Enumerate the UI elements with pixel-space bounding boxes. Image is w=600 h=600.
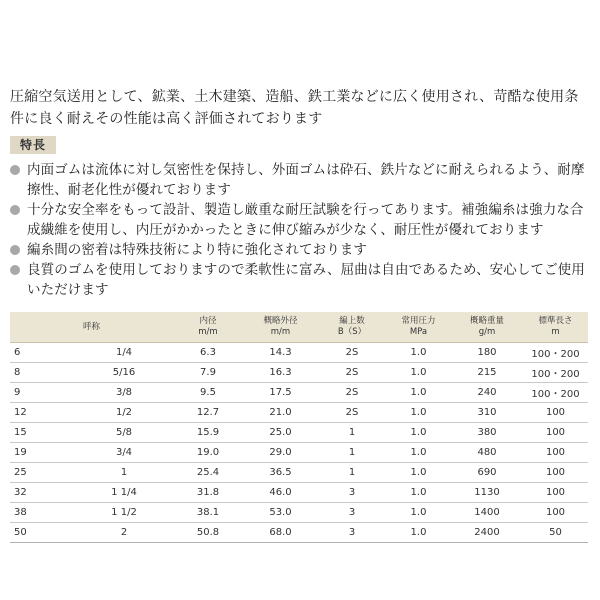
table-cell: 21.0 [243,403,318,423]
table-row [10,443,588,463]
table-cell: 100・200 [523,383,588,403]
header-working-pressure: 常用圧力 MPa [386,312,451,343]
header-weight: 概略重量 g/m [451,312,523,343]
spec-table-body [10,343,588,543]
table-row [10,403,588,423]
table-cell: 100・200 [523,343,588,363]
table-cell: 38.1 [173,503,243,523]
feature-text: 良質のゴムを使用しておりますので柔軟性に富み、屈曲は自由であるため、安心してご使用いただけます [27,262,585,298]
spec-table-header [10,312,588,343]
table-cell: 1.0 [386,483,451,503]
table-cell: 1 [318,463,386,483]
table-cell: 240 [451,383,523,403]
table-cell: 215 [451,363,523,383]
bullet-icon [10,245,20,255]
table-cell: 50 [523,523,588,543]
table-cell: 3 [318,483,386,503]
table-cell: 1130 [451,483,523,503]
bullet-icon [10,205,20,215]
table-cell: 380 [451,423,523,443]
table-row [10,383,588,403]
table-row [10,523,588,543]
table-cell: 1 [318,423,386,443]
table-cell: 31.8 [173,483,243,503]
table-cell: 19 [10,443,75,463]
table-cell: 38 [10,503,75,523]
table-cell: 14.3 [243,343,318,363]
table-cell: 15 [10,423,75,443]
table-cell: 7.9 [173,363,243,383]
bullet-icon [10,265,20,275]
table-cell: 1/4 [75,343,173,363]
table-header-row [10,312,588,343]
header-nominal: 呼称 [10,312,173,343]
table-cell: 3 [318,523,386,543]
table-cell: 36.5 [243,463,318,483]
table-cell: 25.0 [243,423,318,443]
table-cell: 2S [318,363,386,383]
table-cell: 1.0 [386,403,451,423]
features-tag: 特長 [10,136,56,154]
table-cell: 2S [318,383,386,403]
table-cell: 2S [318,343,386,363]
table-cell: 1.0 [386,463,451,483]
feature-item [10,260,590,300]
table-cell: 100・200 [523,363,588,383]
table-cell: 6 [10,343,75,363]
table-cell: 480 [451,443,523,463]
table-row [10,503,588,523]
table-cell: 5/8 [75,423,173,443]
table-cell: 1 [318,443,386,463]
table-cell: 1.0 [386,503,451,523]
table-cell: 8 [10,363,75,383]
table-cell: 16.3 [243,363,318,383]
table-row [10,363,588,383]
feature-text: 十分な安全率をもって設計、製造し厳重な耐圧試験を行ってあります。補強編糸は強力な合成繊維を使用し、内圧がかかったときに伸び縮みが少なく、耐圧性が優れております [27,202,584,238]
table-cell: 9.5 [173,383,243,403]
table-cell: 12 [10,403,75,423]
table-cell: 1.0 [386,443,451,463]
table-cell: 100 [523,463,588,483]
table-row [10,483,588,503]
spec-table [10,312,588,543]
table-cell: 2400 [451,523,523,543]
table-cell: 1 1/2 [75,503,173,523]
feature-item [10,160,590,200]
feature-item [10,200,590,240]
table-cell: 1.0 [386,383,451,403]
table-cell: 3/8 [75,383,173,403]
table-cell: 1.0 [386,423,451,443]
header-braid-count: 編上数 B（S） [318,312,386,343]
table-cell: 1.0 [386,523,451,543]
table-cell: 310 [451,403,523,423]
table-cell: 32 [10,483,75,503]
header-outer-diameter: 概略外径 m/m [243,312,318,343]
table-cell: 180 [451,343,523,363]
table-cell: 50 [10,523,75,543]
table-row [10,423,588,443]
bullet-icon [10,165,20,175]
table-cell: 3 [318,503,386,523]
table-cell: 690 [451,463,523,483]
table-cell: 1 [75,463,173,483]
feature-item [10,240,590,260]
table-cell: 50.8 [173,523,243,543]
features-list [10,160,590,300]
header-standard-length: 標準長さ m [523,312,588,343]
header-inner-diameter: 内径 m/m [173,312,243,343]
product-spec-page [10,0,590,600]
table-row [10,343,588,363]
table-cell: 19.0 [173,443,243,463]
table-cell: 3/4 [75,443,173,463]
table-cell: 53.0 [243,503,318,523]
table-cell: 25.4 [173,463,243,483]
table-cell: 6.3 [173,343,243,363]
table-cell: 100 [523,503,588,523]
table-cell: 15.9 [173,423,243,443]
table-cell: 1/2 [75,403,173,423]
intro-paragraph: 圧縮空気送用として、鉱業、土木建築、造船、鉄工業などに広く使用され、苛酷な使用条件に良く耐えその性能は高く評価されております [10,89,579,127]
table-cell: 100 [523,483,588,503]
table-cell: 100 [523,403,588,423]
table-cell: 100 [523,443,588,463]
table-cell: 1 1/4 [75,483,173,503]
table-row [10,463,588,483]
table-cell: 46.0 [243,483,318,503]
table-cell: 1.0 [386,343,451,363]
table-cell: 17.5 [243,383,318,403]
table-cell: 2S [318,403,386,423]
feature-text: 編糸間の密着は特殊技術により特に強化されております [27,242,367,258]
table-cell: 9 [10,383,75,403]
table-cell: 2 [75,523,173,543]
feature-text: 内面ゴムは流体に対し気密性を保持し、外面ゴムは砕石、鉄片などに耐えられるよう、耐摩擦性、耐老化性が優れております [27,162,585,198]
table-cell: 5/16 [75,363,173,383]
table-cell: 29.0 [243,443,318,463]
table-cell: 100 [523,423,588,443]
table-cell: 68.0 [243,523,318,543]
table-cell: 12.7 [173,403,243,423]
table-cell: 1400 [451,503,523,523]
table-cell: 1.0 [386,363,451,383]
table-cell: 25 [10,463,75,483]
